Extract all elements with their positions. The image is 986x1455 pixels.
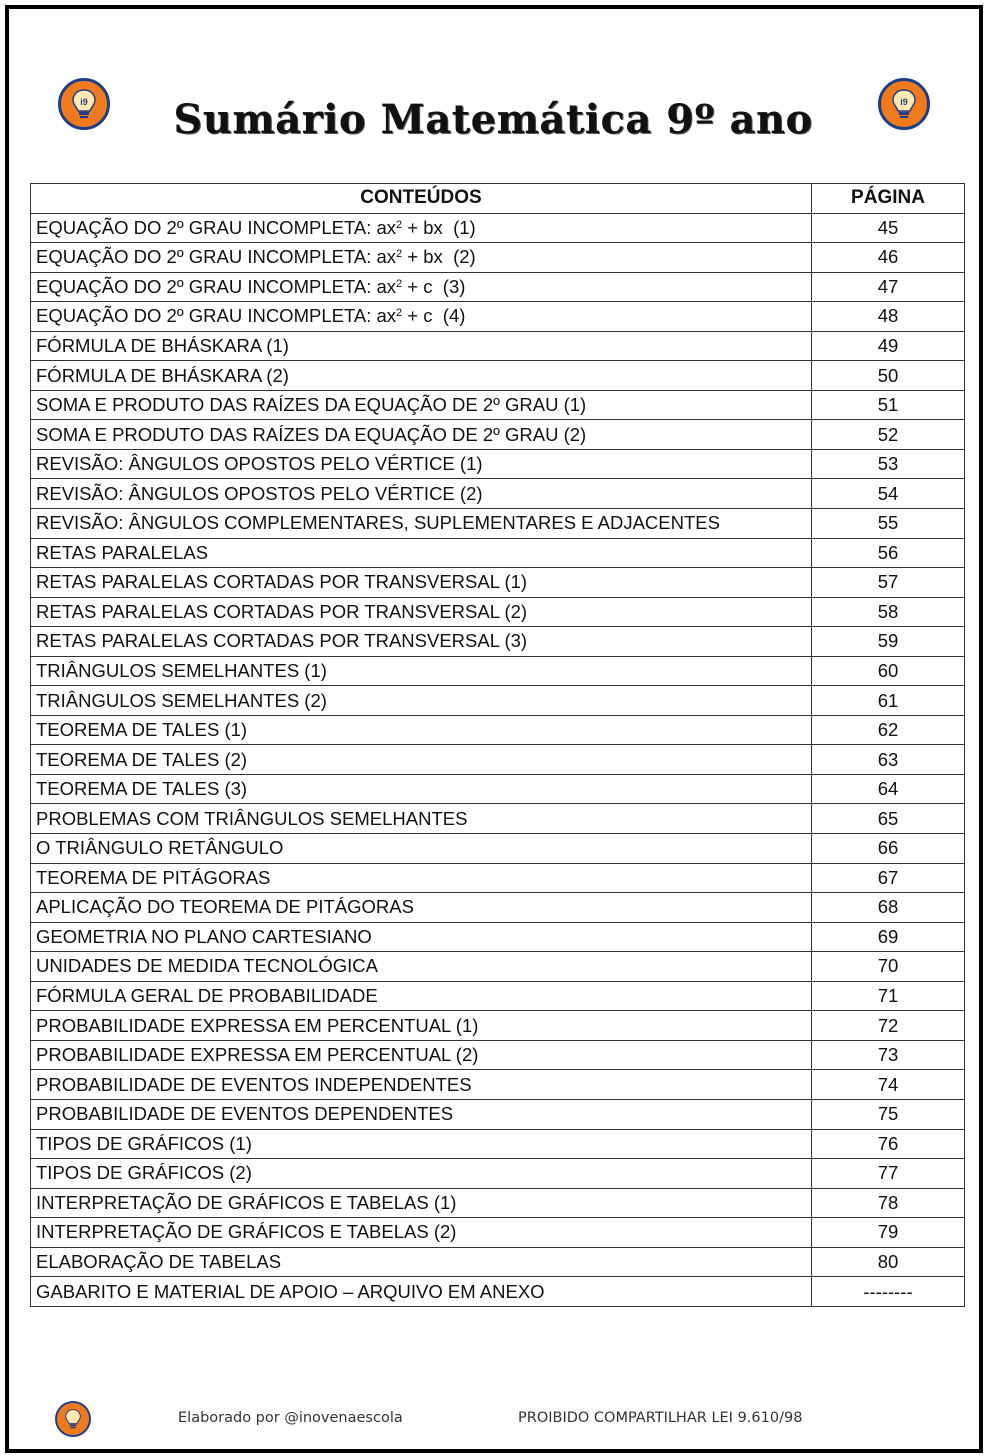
row-content-text: PROBABILIDADE DE EVENTOS INDEPENDENTES [36,1073,472,1095]
row-content-text: FÓRMULA GERAL DE PROBABILIDADE [36,985,378,1007]
row-content [31,1129,812,1159]
table-row [31,1159,965,1189]
row-page: 63 [812,745,965,775]
row-content [31,893,812,923]
row-content [31,1218,812,1248]
row-page: 58 [812,597,965,627]
row-page: 60 [812,656,965,686]
row-content [31,568,812,598]
row-content-suffix: + c (4) [402,305,466,327]
table-row [31,1218,965,1248]
row-content-text: INTERPRETAÇÃO DE GRÁFICOS E TABELAS (1) [36,1191,457,1213]
row-content-text: EQUAÇÃO DO 2º GRAU INCOMPLETA: ax [36,216,397,238]
row-content [31,686,812,716]
row-content [31,1247,812,1277]
row-content [31,1159,812,1189]
row-content [31,1011,812,1041]
row-page: 62 [812,715,965,745]
row-page: 49 [812,331,965,361]
row-page: 73 [812,1040,965,1070]
row-content-text: O TRIÂNGULO RETÂNGULO [36,837,284,859]
table-row [31,804,965,834]
row-content-text: SOMA E PRODUTO DAS RAÍZES DA EQUAÇÃO DE 2º GRAU (2) [36,423,587,445]
row-page: 72 [812,1011,965,1041]
row-content-text: PROBLEMAS COM TRIÂNGULOS SEMELHANTES [36,807,468,829]
footer-author: Elaborado por @inovenaescola [178,1410,403,1426]
row-page: 78 [812,1188,965,1218]
table-row [31,686,965,716]
row-content [31,390,812,420]
header-page: PÁGINA [812,184,965,214]
lightbulb-icon [61,1407,85,1431]
row-content-text: FÓRMULA DE BHÁSKARA (1) [36,335,289,356]
row-page: 80 [812,1247,965,1277]
table-row [31,1040,965,1070]
table-row [31,509,965,539]
table-header-row [31,184,965,214]
row-exponent: 2 [396,218,403,231]
table-row [31,893,965,923]
row-content [31,834,812,864]
row-content-text: REVISÃO: ÂNGULOS OPOSTOS PELO VÉRTICE (1) [36,453,483,475]
table-row [31,1188,965,1218]
logo-footer [55,1401,91,1437]
row-page: 66 [812,834,965,864]
svg-text:i9: i9 [900,97,908,107]
table-row [31,302,965,332]
row-content-text: RETAS PARALELAS [36,541,209,563]
row-content-text: PROBABILIDADE DE EVENTOS DEPENDENTES [36,1103,454,1125]
row-exponent: 2 [396,248,403,261]
row-content-text: TRIÂNGULOS SEMELHANTES (2) [36,689,327,711]
row-content-suffix: + bx (1) [402,216,476,238]
row-content [31,331,812,361]
row-content [31,597,812,627]
row-page: 68 [812,893,965,923]
row-content [31,538,812,568]
row-content [31,922,812,952]
row-content-text: TIPOS DE GRÁFICOS (1) [36,1132,252,1154]
table-row [31,213,965,243]
contents-table [30,183,965,1307]
row-content-text: INTERPRETAÇÃO DE GRÁFICOS E TABELAS (2) [36,1221,457,1243]
row-content [31,1188,812,1218]
table-row [31,538,965,568]
row-content [31,449,812,479]
row-content-text: EQUAÇÃO DO 2º GRAU INCOMPLETA: ax [36,246,397,268]
row-content-text: UNIDADES DE MEDIDA TECNOLÓGICA [36,955,378,977]
table-row [31,774,965,804]
row-page: -------- [812,1277,965,1307]
row-page: 53 [812,449,965,479]
row-page: 57 [812,568,965,598]
row-content [31,1277,812,1307]
row-content [31,302,812,332]
row-content-text: PROBABILIDADE EXPRESSA EM PERCENTUAL (1) [36,1014,479,1036]
table-row [31,1011,965,1041]
row-content-text: RETAS PARALELAS CORTADAS POR TRANSVERSAL (2) [36,600,528,622]
table-row [31,479,965,509]
table-row [31,715,965,745]
row-content-text: PROBABILIDADE EXPRESSA EM PERCENTUAL (2) [36,1044,479,1066]
header-contents: CONTEÚDOS [31,184,812,214]
row-page: 77 [812,1159,965,1189]
row-content-text: REVISÃO: ÂNGULOS COMPLEMENTARES, SUPLEMENTARES E ADJACENTES [36,512,720,534]
row-content-text: TIPOS DE GRÁFICOS (2) [36,1162,252,1184]
row-page: 45 [812,213,965,243]
row-content-text: FÓRMULA DE BHÁSKARA (2) [36,364,289,386]
table-row [31,1277,965,1307]
row-page: 65 [812,804,965,834]
table-row [31,568,965,598]
row-content-suffix: + bx (2) [402,246,476,268]
row-content-text: TEOREMA DE TALES (1) [36,719,248,741]
row-page: 75 [812,1099,965,1129]
row-exponent: 2 [396,307,403,320]
row-content [31,715,812,745]
table-row [31,272,965,302]
table-row [31,863,965,893]
row-page: 61 [812,686,965,716]
row-content [31,745,812,775]
table-body [31,213,965,1306]
table-row [31,656,965,686]
table-row [31,745,965,775]
row-content [31,243,812,273]
table-row [31,834,965,864]
row-content [31,479,812,509]
row-content-text: GABARITO E MATERIAL DE APOIO – ARQUIVO EM ANEXO [36,1280,545,1302]
row-content-text: RETAS PARALELAS CORTADAS POR TRANSVERSAL (3) [36,630,528,652]
svg-text:i9: i9 [80,97,88,107]
row-content [31,774,812,804]
row-content [31,656,812,686]
footer-notice: PROIBIDO COMPARTILHAR LEI 9.610/98 [518,1410,803,1426]
row-content [31,952,812,982]
row-content [31,1040,812,1070]
row-page: 67 [812,863,965,893]
table-row [31,1099,965,1129]
row-content-text: ELABORAÇÃO DE TABELAS [36,1250,282,1272]
row-content [31,863,812,893]
row-content-text: TRIÂNGULOS SEMELHANTES (1) [36,660,327,682]
row-content-text: TEOREMA DE TALES (3) [36,778,248,800]
row-page: 76 [812,1129,965,1159]
row-page: 52 [812,420,965,450]
table-row [31,1129,965,1159]
row-content [31,1099,812,1129]
row-content [31,361,812,391]
table-row [31,243,965,273]
row-content-text: REVISÃO: ÂNGULOS OPOSTOS PELO VÉRTICE (2) [36,482,483,504]
row-content-text: TEOREMA DE PITÁGORAS [36,866,271,888]
row-page: 79 [812,1218,965,1248]
row-content-text: EQUAÇÃO DO 2º GRAU INCOMPLETA: ax [36,275,397,297]
row-content [31,804,812,834]
page-title: Sumário Matemática 9º ano [173,96,813,143]
row-content [31,509,812,539]
row-page: 55 [812,509,965,539]
row-exponent: 2 [396,277,403,290]
table-row [31,627,965,657]
table-row [31,361,965,391]
row-content [31,420,812,450]
table-row [31,1070,965,1100]
row-page: 70 [812,952,965,982]
table-row [31,981,965,1011]
row-content-text: TEOREMA DE TALES (2) [36,748,248,770]
row-content-text: SOMA E PRODUTO DAS RAÍZES DA EQUAÇÃO DE 2º GRAU (1) [36,394,587,416]
table-row [31,449,965,479]
row-page: 50 [812,361,965,391]
row-page: 48 [812,302,965,332]
table-row [31,922,965,952]
table-row [31,331,965,361]
row-page: 69 [812,922,965,952]
row-page: 59 [812,627,965,657]
table-row [31,390,965,420]
row-page: 51 [812,390,965,420]
table-row [31,597,965,627]
row-content-text: EQUAÇÃO DO 2º GRAU INCOMPLETA: ax [36,305,397,327]
row-content [31,1070,812,1100]
row-page: 54 [812,479,965,509]
row-content [31,213,812,243]
row-content-suffix: + c (3) [402,275,466,297]
table-row [31,420,965,450]
row-content [31,981,812,1011]
row-page: 47 [812,272,965,302]
row-content-text: APLICAÇÃO DO TEOREMA DE PITÁGORAS [36,896,414,918]
row-content [31,627,812,657]
row-content-text: GEOMETRIA NO PLANO CARTESIANO [36,925,372,947]
row-content [31,272,812,302]
row-page: 64 [812,774,965,804]
table-row [31,1247,965,1277]
row-page: 71 [812,981,965,1011]
row-page: 46 [812,243,965,273]
row-page: 56 [812,538,965,568]
row-content-text: RETAS PARALELAS CORTADAS POR TRANSVERSAL (1) [36,571,528,593]
row-page: 74 [812,1070,965,1100]
table-row [31,952,965,982]
